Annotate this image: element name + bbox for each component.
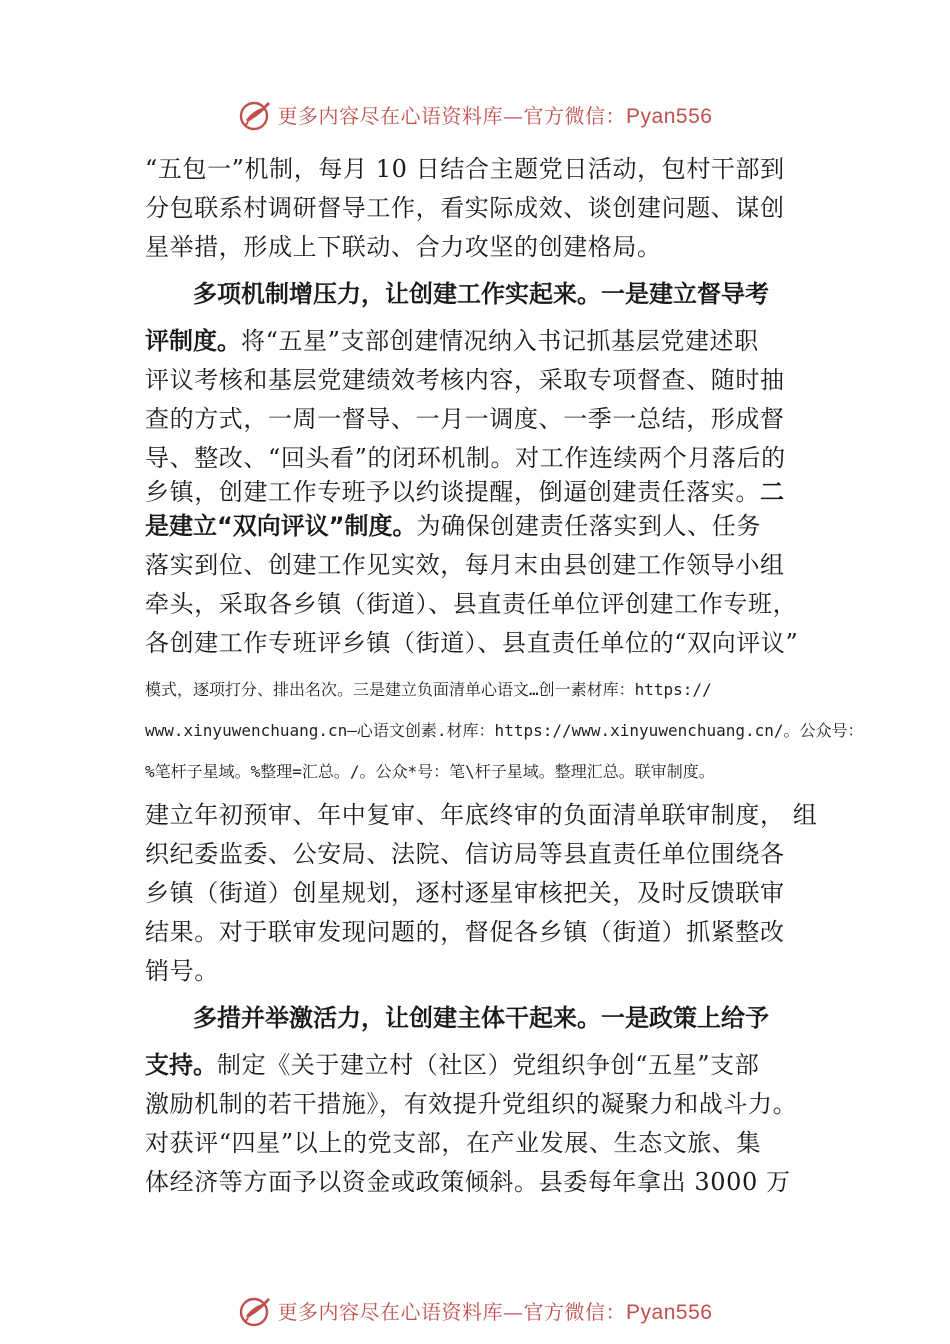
paragraph-line: 激励机制的若干措施》，有效提升党组织的凝聚力和战斗力。 <box>145 1090 798 1118</box>
inline-heading: 评制度。 <box>145 327 241 355</box>
banner-text: 更多内容尽在心语资料库—官方微信：Pyan556 <box>277 103 713 128</box>
inline-heading: 支持。 <box>145 1051 217 1079</box>
footer-banner <box>0 1290 950 1330</box>
paragraph-line: 织纪委监委、公安局、法院、信访局等县直责任单位围绕各 <box>145 840 785 868</box>
paragraph-line: 星举措，形成上下联动、合力攻坚的创建格局。 <box>145 233 662 261</box>
paragraph-line: “五包一”机制，每月 10 日结合主题党日活动，包村干部到 <box>145 155 785 183</box>
paragraph-line: 各创建工作专班评乡镇（街道）、县直责任单位的“双向评议” <box>145 629 799 657</box>
quill-logo-icon <box>238 96 274 132</box>
paragraph-line: 分包联系村调研督导工作，看实际成效、谈创建问题、谋创 <box>145 194 785 222</box>
paragraph-line: 评议考核和基层党建绩效考核内容，采取专项督查、随时抽 <box>145 366 785 394</box>
section-heading: 多项机制增压力，让创建工作实起来。一是建立督导考 <box>193 280 769 308</box>
watermark-line: 模式，逐项打分、排出名次。三是建立负面清单心语文…创一素材库：https:// <box>145 680 712 699</box>
banner-handle: Pyan556 <box>626 104 713 128</box>
header-banner <box>0 94 950 134</box>
banner-handle: Pyan556 <box>626 1300 713 1324</box>
quill-logo-icon <box>238 1292 274 1328</box>
paragraph-line: 体经济等方面予以资金或政策倾斜。县委每年拿出 3000 万 <box>145 1168 791 1196</box>
paragraph-line: 是建立“双向评议”制度。为确保创建责任落实到人、任务 <box>145 512 761 540</box>
paragraph-line: 牵头，采取各乡镇（街道）、县直责任单位评创建工作专班， <box>145 590 798 618</box>
paragraph-line: 销号。 <box>145 957 219 985</box>
paragraph-line: 评制度。将“五星”支部创建情况纳入书记抓基层党建述职 <box>145 327 759 355</box>
inline-heading: 二 <box>760 478 784 506</box>
watermark-line: www.xinyuwenchuang.cn—心语文创素.材库：https://www.xinyuwenchuang.cn/。公众号： <box>145 721 864 740</box>
section-heading: 多措并举激活力，让创建主体干起来。一是政策上给予 <box>193 1004 769 1032</box>
paragraph-line: 乡镇（街道）创星规划，逐村逐星审核把关，及时反馈联审 <box>145 879 785 907</box>
document-body <box>145 150 864 1202</box>
paragraph-line: 导、整改、“回头看”的闭环机制。对工作连续两个月落后的 <box>145 444 786 472</box>
banner-text: 更多内容尽在心语资料库—官方微信：Pyan556 <box>277 1299 713 1324</box>
paragraph-line: 结果。对于联审发现问题的，督促各乡镇（街道）抓紧整改 <box>145 918 785 946</box>
inline-heading: 是建立“双向评议”制度。 <box>145 512 417 540</box>
paragraph-line: 建立年初预审、年中复审、年底终审的负面清单联审制度， 组 <box>145 801 818 829</box>
paragraph-line: 对获评“四星”以上的党支部，在产业发展、生态文旅、集 <box>145 1129 762 1157</box>
paragraph-line: 查的方式，一周一督导、一月一调度、一季一总结，形成督 <box>145 405 785 433</box>
paragraph-line: 落实到位、创建工作见实效，每月末由县创建工作领导小组 <box>145 551 785 579</box>
watermark-line: %笔杆子星域。%整理=汇总。/。公众*号：笔\杆子星域。整理汇总。联审制度。 <box>145 762 715 781</box>
paragraph-line: 乡镇，创建工作专班予以约谈提醒，倒逼创建责任落实。二 <box>145 478 784 506</box>
paragraph-line: 支持。制定《关于建立村（社区）党组织争创“五星”支部 <box>145 1051 760 1079</box>
